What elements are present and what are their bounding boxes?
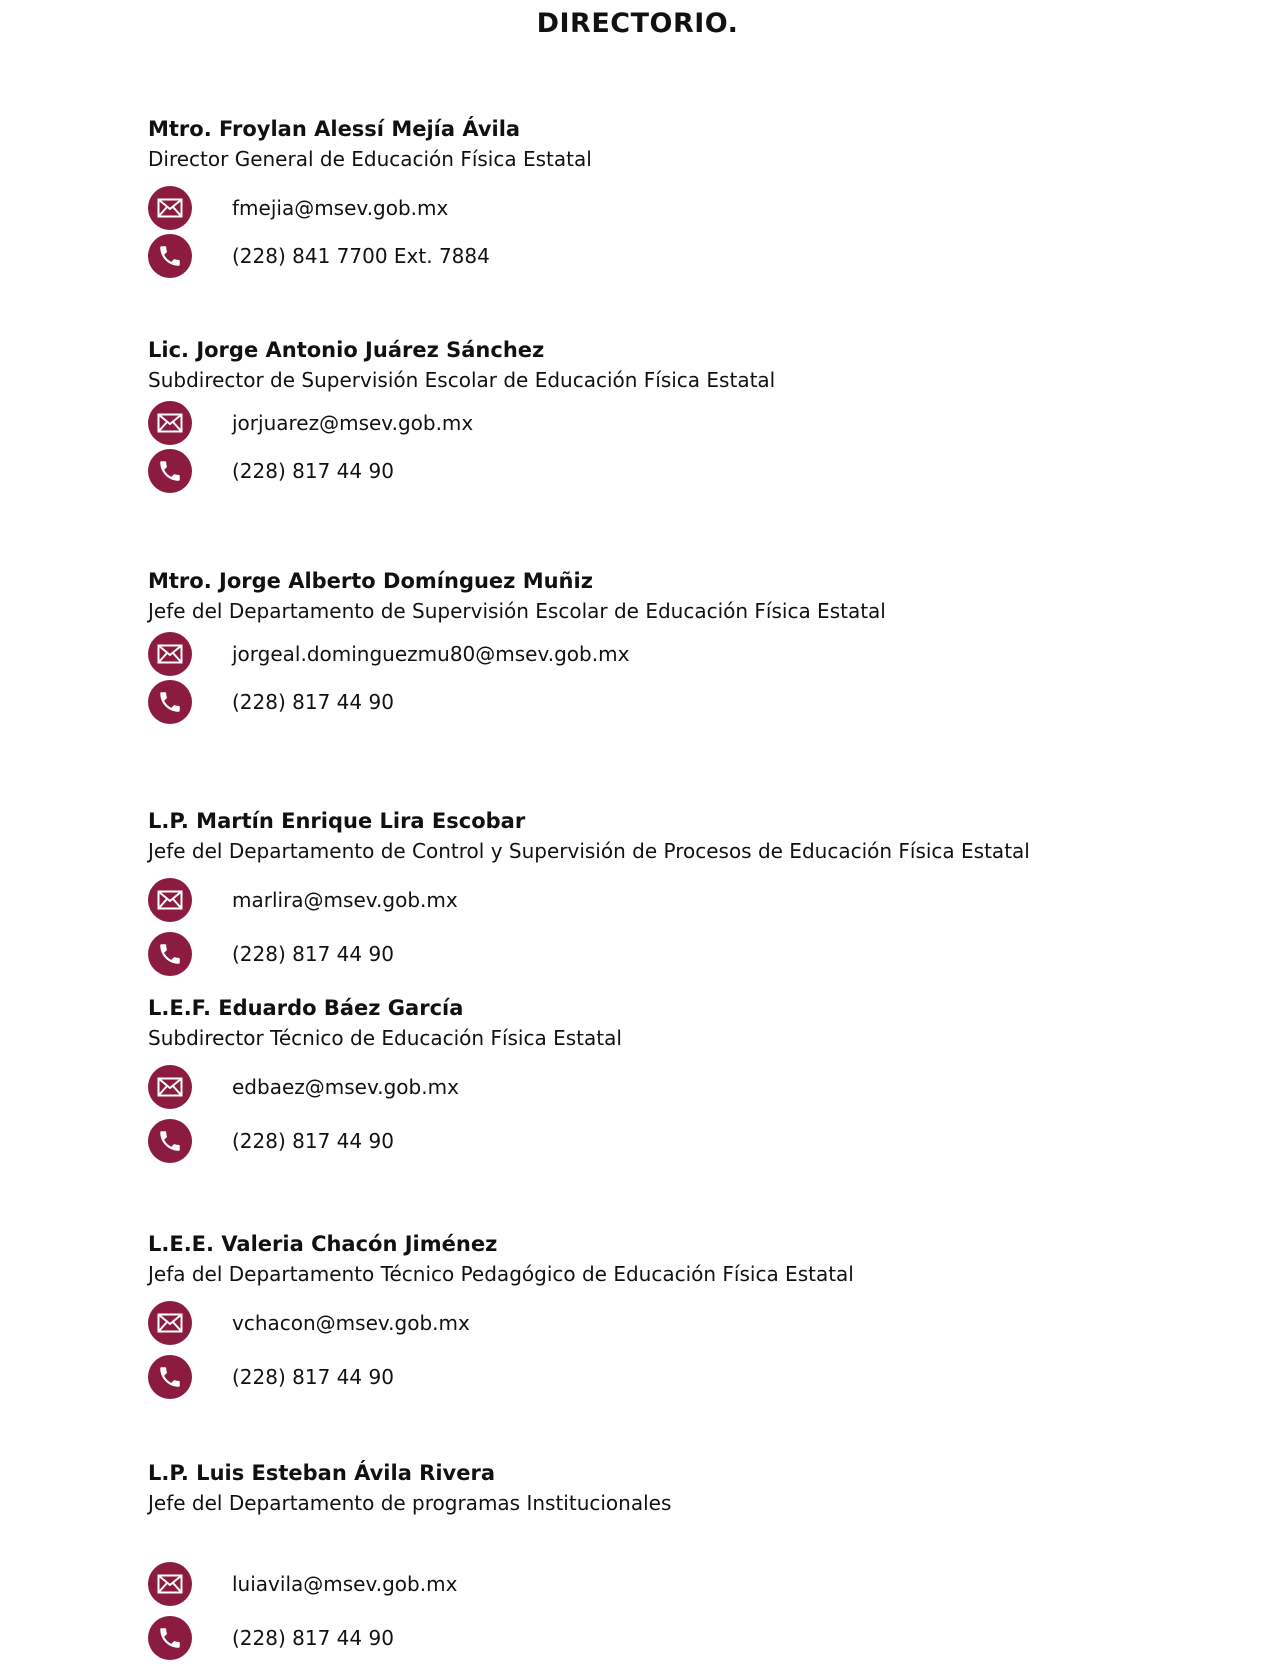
email-link[interactable]: jorgeal.dominguezmu80@msev.gob.mx bbox=[232, 642, 630, 666]
entry-position: Subdirector de Supervisión Escolar de Educación Física Estatal bbox=[148, 368, 776, 392]
envelope-icon bbox=[148, 632, 192, 676]
phone-number: (228) 841 7700 Ext. 7884 bbox=[232, 244, 490, 268]
phone-number: (228) 817 44 90 bbox=[232, 1365, 394, 1389]
phone-number: (228) 817 44 90 bbox=[232, 1129, 394, 1153]
email-row bbox=[148, 1063, 1228, 1111]
directory-entry bbox=[148, 1458, 1228, 1662]
phone-icon bbox=[148, 1355, 192, 1399]
phone-icon bbox=[148, 449, 192, 493]
entry-name: Lic. Jorge Antonio Juárez Sánchez bbox=[148, 338, 545, 362]
envelope-icon bbox=[148, 878, 192, 922]
directory-entry bbox=[148, 806, 1228, 978]
phone-row bbox=[148, 678, 1228, 726]
phone-icon bbox=[148, 234, 192, 278]
entry-position: Director General de Educación Física Estatal bbox=[148, 147, 592, 171]
phone-row bbox=[148, 1353, 1228, 1401]
entry-position: Jefe del Departamento de Supervisión Escolar de Educación Física Estatal bbox=[148, 599, 886, 623]
email-row bbox=[148, 184, 1228, 232]
entry-position: Jefe del Departamento de programas Institucionales bbox=[148, 1491, 672, 1515]
entry-position: Jefa del Departamento Técnico Pedagógico de Educación Física Estatal bbox=[148, 1262, 854, 1286]
phone-number: (228) 817 44 90 bbox=[232, 1626, 394, 1650]
email-link[interactable]: vchacon@msev.gob.mx bbox=[232, 1311, 470, 1335]
email-link[interactable]: marlira@msev.gob.mx bbox=[232, 888, 458, 912]
phone-row bbox=[148, 232, 1228, 280]
entry-name: Mtro. Froylan Alessí Mejía Ávila bbox=[148, 117, 521, 141]
phone-row bbox=[148, 447, 1228, 495]
email-row bbox=[148, 1299, 1228, 1347]
phone-icon bbox=[148, 932, 192, 976]
email-link[interactable]: luiavila@msev.gob.mx bbox=[232, 1572, 458, 1596]
phone-row bbox=[148, 1117, 1228, 1165]
phone-number: (228) 817 44 90 bbox=[232, 459, 394, 483]
email-row bbox=[148, 630, 1228, 678]
email-row bbox=[148, 876, 1228, 924]
envelope-icon bbox=[148, 186, 192, 230]
directory-entry bbox=[148, 335, 1228, 495]
entry-name: L.E.E. Valeria Chacón Jiménez bbox=[148, 1232, 498, 1256]
phone-number: (228) 817 44 90 bbox=[232, 942, 394, 966]
directory-entry bbox=[148, 993, 1228, 1165]
phone-icon bbox=[148, 680, 192, 724]
email-link[interactable]: fmejia@msev.gob.mx bbox=[232, 196, 449, 220]
phone-icon bbox=[148, 1616, 192, 1660]
phone-icon bbox=[148, 1119, 192, 1163]
phone-number: (228) 817 44 90 bbox=[232, 690, 394, 714]
directory-entry bbox=[148, 114, 1228, 280]
email-link[interactable]: jorjuarez@msev.gob.mx bbox=[232, 411, 474, 435]
entry-name: L.P. Martín Enrique Lira Escobar bbox=[148, 809, 526, 833]
envelope-icon bbox=[148, 1562, 192, 1606]
entry-position: Subdirector Técnico de Educación Física Estatal bbox=[148, 1026, 622, 1050]
email-link[interactable]: edbaez@msev.gob.mx bbox=[232, 1075, 459, 1099]
phone-row bbox=[148, 930, 1228, 978]
envelope-icon bbox=[148, 1065, 192, 1109]
directory-entry bbox=[148, 566, 1228, 726]
entry-position: Jefe del Departamento de Control y Supervisión de Procesos de Educación Física Estatal bbox=[148, 839, 1030, 863]
entry-name: Mtro. Jorge Alberto Domínguez Muñiz bbox=[148, 569, 593, 593]
entry-name: L.P. Luis Esteban Ávila Rivera bbox=[148, 1461, 496, 1485]
envelope-icon bbox=[148, 401, 192, 445]
phone-row bbox=[148, 1614, 1228, 1662]
entry-name: L.E.F. Eduardo Báez García bbox=[148, 996, 464, 1020]
email-row bbox=[148, 1560, 1228, 1608]
page-title: DIRECTORIO. bbox=[536, 8, 739, 39]
email-row bbox=[148, 399, 1228, 447]
directory-entry bbox=[148, 1229, 1228, 1401]
envelope-icon bbox=[148, 1301, 192, 1345]
